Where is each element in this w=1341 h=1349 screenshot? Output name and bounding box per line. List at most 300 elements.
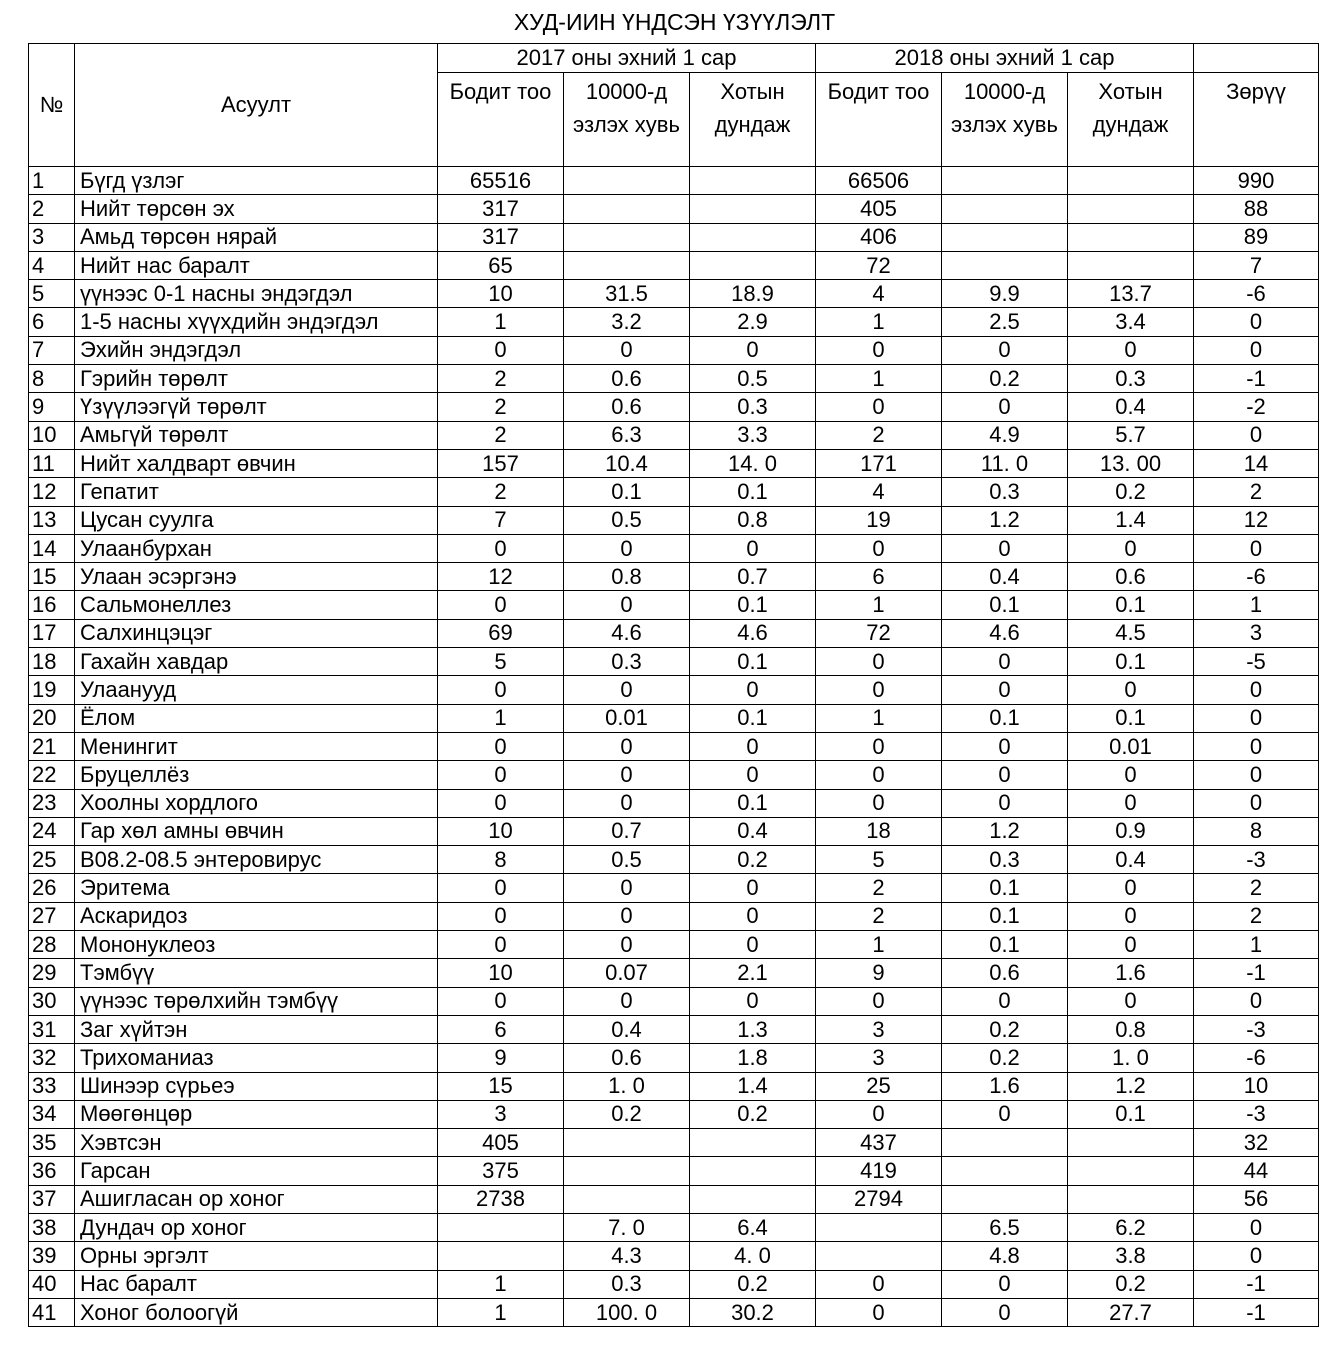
per10000-2018-cell: 0.2 xyxy=(942,1015,1068,1043)
header-difference: Зөрүү xyxy=(1194,73,1319,167)
city-avg-2017-cell: 0.1 xyxy=(690,591,816,619)
actual-2018-cell: 0 xyxy=(816,534,942,562)
difference-cell: 3 xyxy=(1194,619,1319,647)
per10000-2018-cell: 0 xyxy=(942,676,1068,704)
city-avg-2018-cell: 1.4 xyxy=(1068,506,1194,534)
difference-cell: 1 xyxy=(1194,591,1319,619)
city-avg-2017-cell xyxy=(690,1157,816,1185)
question-cell: Ашигласан ор хоног xyxy=(75,1185,438,1213)
difference-cell: -1 xyxy=(1194,1298,1319,1326)
per10000-2017-cell: 4.6 xyxy=(564,619,690,647)
per10000-2017-cell: 6.3 xyxy=(564,421,690,449)
actual-2017-cell: 0 xyxy=(438,336,564,364)
row-number-cell: 40 xyxy=(29,1270,75,1298)
per10000-2018-cell: 0 xyxy=(942,761,1068,789)
question-cell: Шинээр сүрьеэ xyxy=(75,1072,438,1100)
per10000-2018-cell: 1.6 xyxy=(942,1072,1068,1100)
table-row xyxy=(29,1015,1319,1043)
table-row xyxy=(29,874,1319,902)
per10000-2018-cell: 0 xyxy=(942,534,1068,562)
per10000-2017-cell: 10.4 xyxy=(564,449,690,477)
difference-cell: 10 xyxy=(1194,1072,1319,1100)
city-avg-2018-cell: 4.5 xyxy=(1068,619,1194,647)
per10000-2018-cell: 4.6 xyxy=(942,619,1068,647)
city-avg-2017-cell: 0 xyxy=(690,732,816,760)
table-row xyxy=(29,449,1319,477)
per10000-2017-cell: 0.8 xyxy=(564,563,690,591)
city-avg-2018-cell: 0 xyxy=(1068,761,1194,789)
difference-cell: 0 xyxy=(1194,789,1319,817)
actual-2018-cell: 0 xyxy=(816,676,942,704)
question-cell: Гарсан xyxy=(75,1157,438,1185)
city-avg-2018-cell: 3.8 xyxy=(1068,1242,1194,1270)
row-number-cell: 4 xyxy=(29,251,75,279)
city-avg-2018-cell: 0.4 xyxy=(1068,393,1194,421)
city-avg-2017-cell: 4.6 xyxy=(690,619,816,647)
row-number-cell: 18 xyxy=(29,648,75,676)
per10000-2018-cell xyxy=(942,1185,1068,1213)
city-avg-2018-cell: 3.4 xyxy=(1068,308,1194,336)
actual-2018-cell: 0 xyxy=(816,987,942,1015)
table-row xyxy=(29,478,1319,506)
city-avg-2017-cell: 0 xyxy=(690,931,816,959)
question-cell: Мөөгөнцөр xyxy=(75,1100,438,1128)
table-row xyxy=(29,676,1319,704)
table-row xyxy=(29,167,1319,195)
actual-2018-cell: 437 xyxy=(816,1129,942,1157)
city-avg-2017-cell: 14. 0 xyxy=(690,449,816,477)
difference-cell: 0 xyxy=(1194,761,1319,789)
actual-2017-cell: 317 xyxy=(438,223,564,251)
table-row xyxy=(29,817,1319,845)
row-number-cell: 13 xyxy=(29,506,75,534)
per10000-2017-cell: 0.07 xyxy=(564,959,690,987)
question-cell: Гар хөл амны өвчин xyxy=(75,817,438,845)
city-avg-2018-cell: 0.1 xyxy=(1068,1100,1194,1128)
city-avg-2018-cell: 1.2 xyxy=(1068,1072,1194,1100)
question-cell: Амьд төрсөн нярай xyxy=(75,223,438,251)
actual-2017-cell: 1 xyxy=(438,1270,564,1298)
actual-2018-cell: 18 xyxy=(816,817,942,845)
question-cell: Ёлом xyxy=(75,704,438,732)
question-cell: Улаанууд xyxy=(75,676,438,704)
per10000-2017-cell: 0 xyxy=(564,732,690,760)
difference-cell: 89 xyxy=(1194,223,1319,251)
city-avg-2018-cell: 0 xyxy=(1068,789,1194,817)
per10000-2018-cell: 0.2 xyxy=(942,1044,1068,1072)
actual-2017-cell: 0 xyxy=(438,789,564,817)
difference-cell: 14 xyxy=(1194,449,1319,477)
city-avg-2017-cell: 0 xyxy=(690,676,816,704)
difference-cell: -3 xyxy=(1194,1015,1319,1043)
actual-2018-cell: 4 xyxy=(816,280,942,308)
actual-2018-cell: 0 xyxy=(816,336,942,364)
table-row xyxy=(29,1242,1319,1270)
city-avg-2018-cell: 13.7 xyxy=(1068,280,1194,308)
table-row xyxy=(29,704,1319,732)
actual-2017-cell: 7 xyxy=(438,506,564,534)
question-cell: Эхийн эндэгдэл xyxy=(75,336,438,364)
table-row xyxy=(29,421,1319,449)
per10000-2018-cell: 9.9 xyxy=(942,280,1068,308)
city-avg-2017-cell: 0 xyxy=(690,987,816,1015)
city-avg-2018-cell: 5.7 xyxy=(1068,421,1194,449)
actual-2018-cell: 3 xyxy=(816,1015,942,1043)
actual-2018-cell: 419 xyxy=(816,1157,942,1185)
actual-2017-cell: 2 xyxy=(438,365,564,393)
city-avg-2018-cell xyxy=(1068,195,1194,223)
per10000-2017-cell: 4.3 xyxy=(564,1242,690,1270)
city-avg-2017-cell xyxy=(690,195,816,223)
indicators-table xyxy=(28,43,1319,1327)
city-avg-2018-cell: 0.3 xyxy=(1068,365,1194,393)
per10000-2017-cell xyxy=(564,195,690,223)
city-avg-2018-cell: 0.1 xyxy=(1068,648,1194,676)
city-avg-2018-cell: 0 xyxy=(1068,336,1194,364)
row-number-cell: 12 xyxy=(29,478,75,506)
actual-2017-cell: 2738 xyxy=(438,1185,564,1213)
header-city-avg-2018: Хотын дундаж xyxy=(1068,73,1194,167)
difference-cell: 56 xyxy=(1194,1185,1319,1213)
per10000-2018-cell: 0 xyxy=(942,1100,1068,1128)
table-row xyxy=(29,1157,1319,1185)
difference-cell: 1 xyxy=(1194,931,1319,959)
difference-cell: 0 xyxy=(1194,676,1319,704)
table-row xyxy=(29,732,1319,760)
actual-2017-cell: 15 xyxy=(438,1072,564,1100)
question-cell: 1-5 насны хүүхдийн эндэгдэл xyxy=(75,308,438,336)
row-number-cell: 38 xyxy=(29,1213,75,1241)
city-avg-2017-cell: 6.4 xyxy=(690,1213,816,1241)
actual-2017-cell: 405 xyxy=(438,1129,564,1157)
actual-2017-cell: 0 xyxy=(438,931,564,959)
header-actual-2018: Бодит тоо xyxy=(816,73,942,167)
difference-cell: 0 xyxy=(1194,732,1319,760)
table-row xyxy=(29,1100,1319,1128)
city-avg-2017-cell: 0.1 xyxy=(690,478,816,506)
row-number-cell: 6 xyxy=(29,308,75,336)
actual-2017-cell: 375 xyxy=(438,1157,564,1185)
per10000-2017-cell: 0 xyxy=(564,761,690,789)
per10000-2018-cell: 0.2 xyxy=(942,365,1068,393)
actual-2018-cell: 3 xyxy=(816,1044,942,1072)
actual-2017-cell: 10 xyxy=(438,280,564,308)
header-question: Асуулт xyxy=(75,44,438,167)
row-number-cell: 23 xyxy=(29,789,75,817)
actual-2017-cell: 2 xyxy=(438,393,564,421)
actual-2017-cell: 0 xyxy=(438,534,564,562)
row-number-cell: 36 xyxy=(29,1157,75,1185)
difference-cell: -3 xyxy=(1194,1100,1319,1128)
difference-cell: 2 xyxy=(1194,902,1319,930)
actual-2017-cell: 3 xyxy=(438,1100,564,1128)
city-avg-2018-cell: 0.9 xyxy=(1068,817,1194,845)
page-title: ХУД-ИИН ҮНДСЭН ҮЗҮҮЛЭЛТ xyxy=(513,9,836,35)
difference-cell: 8 xyxy=(1194,817,1319,845)
question-cell: Цусан суулга xyxy=(75,506,438,534)
per10000-2018-cell xyxy=(942,251,1068,279)
actual-2017-cell: 0 xyxy=(438,732,564,760)
actual-2017-cell: 0 xyxy=(438,902,564,930)
city-avg-2018-cell: 0 xyxy=(1068,987,1194,1015)
city-avg-2017-cell: 0.1 xyxy=(690,704,816,732)
city-avg-2017-cell: 0.2 xyxy=(690,1270,816,1298)
question-cell: Мононуклеоз xyxy=(75,931,438,959)
row-number-cell: 37 xyxy=(29,1185,75,1213)
city-avg-2017-cell xyxy=(690,1129,816,1157)
per10000-2018-cell: 0.1 xyxy=(942,902,1068,930)
per10000-2018-cell: 0.3 xyxy=(942,846,1068,874)
actual-2017-cell: 65516 xyxy=(438,167,564,195)
per10000-2018-cell: 2.5 xyxy=(942,308,1068,336)
table-row xyxy=(29,563,1319,591)
city-avg-2018-cell: 0.1 xyxy=(1068,591,1194,619)
city-avg-2018-cell xyxy=(1068,251,1194,279)
question-cell: Орны эргэлт xyxy=(75,1242,438,1270)
city-avg-2018-cell xyxy=(1068,1129,1194,1157)
per10000-2018-cell: 0.3 xyxy=(942,478,1068,506)
actual-2017-cell: 1 xyxy=(438,704,564,732)
per10000-2017-cell: 0.3 xyxy=(564,1270,690,1298)
question-cell: Улаанбурхан xyxy=(75,534,438,562)
per10000-2017-cell: 0.7 xyxy=(564,817,690,845)
difference-cell: 12 xyxy=(1194,506,1319,534)
row-number-cell: 9 xyxy=(29,393,75,421)
difference-cell: 0 xyxy=(1194,421,1319,449)
table-row xyxy=(29,846,1319,874)
row-number-cell: 30 xyxy=(29,987,75,1015)
per10000-2018-cell: 0.1 xyxy=(942,874,1068,902)
city-avg-2018-cell xyxy=(1068,223,1194,251)
per10000-2018-cell: 4.9 xyxy=(942,421,1068,449)
difference-cell: -3 xyxy=(1194,846,1319,874)
per10000-2017-cell: 0 xyxy=(564,902,690,930)
per10000-2018-cell: 4.8 xyxy=(942,1242,1068,1270)
table-row xyxy=(29,251,1319,279)
per10000-2017-cell: 0 xyxy=(564,987,690,1015)
actual-2018-cell: 1 xyxy=(816,704,942,732)
city-avg-2018-cell: 1. 0 xyxy=(1068,1044,1194,1072)
per10000-2017-cell xyxy=(564,223,690,251)
header-per10000-2018: 10000-д эзлэх хувь xyxy=(942,73,1068,167)
question-cell: Нийт халдварт өвчин xyxy=(75,449,438,477)
actual-2018-cell: 0 xyxy=(816,732,942,760)
row-number-cell: 7 xyxy=(29,336,75,364)
per10000-2018-cell: 0.4 xyxy=(942,563,1068,591)
per10000-2017-cell: 0.2 xyxy=(564,1100,690,1128)
city-avg-2017-cell: 30.2 xyxy=(690,1298,816,1326)
actual-2017-cell: 1 xyxy=(438,308,564,336)
question-cell: Нийт нас баралт xyxy=(75,251,438,279)
city-avg-2018-cell: 0 xyxy=(1068,676,1194,704)
city-avg-2017-cell xyxy=(690,223,816,251)
table-row xyxy=(29,761,1319,789)
actual-2018-cell: 9 xyxy=(816,959,942,987)
actual-2018-cell: 2 xyxy=(816,902,942,930)
city-avg-2018-cell: 0.01 xyxy=(1068,732,1194,760)
actual-2018-cell: 1 xyxy=(816,931,942,959)
question-cell: Менингит xyxy=(75,732,438,760)
actual-2017-cell: 1 xyxy=(438,1298,564,1326)
difference-cell: 0 xyxy=(1194,1213,1319,1241)
difference-cell: 0 xyxy=(1194,704,1319,732)
per10000-2017-cell: 0 xyxy=(564,591,690,619)
city-avg-2018-cell: 0.8 xyxy=(1068,1015,1194,1043)
city-avg-2017-cell: 0.4 xyxy=(690,817,816,845)
city-avg-2017-cell xyxy=(690,251,816,279)
table-row xyxy=(29,648,1319,676)
difference-cell: -5 xyxy=(1194,648,1319,676)
question-cell: Нийт төрсөн эх xyxy=(75,195,438,223)
actual-2017-cell: 5 xyxy=(438,648,564,676)
city-avg-2017-cell: 0 xyxy=(690,336,816,364)
city-avg-2017-cell: 1.3 xyxy=(690,1015,816,1043)
actual-2018-cell: 0 xyxy=(816,761,942,789)
table-row xyxy=(29,1044,1319,1072)
row-number-cell: 22 xyxy=(29,761,75,789)
row-number-cell: 19 xyxy=(29,676,75,704)
actual-2017-cell xyxy=(438,1213,564,1241)
actual-2018-cell: 405 xyxy=(816,195,942,223)
city-avg-2018-cell: 0 xyxy=(1068,874,1194,902)
per10000-2017-cell: 0.3 xyxy=(564,648,690,676)
per10000-2017-cell: 0.01 xyxy=(564,704,690,732)
question-cell: үүнээс 0-1 насны эндэгдэл xyxy=(75,280,438,308)
actual-2018-cell: 6 xyxy=(816,563,942,591)
actual-2018-cell: 66506 xyxy=(816,167,942,195)
city-avg-2017-cell: 0.7 xyxy=(690,563,816,591)
table-row xyxy=(29,365,1319,393)
actual-2018-cell: 5 xyxy=(816,846,942,874)
per10000-2018-cell: 0.6 xyxy=(942,959,1068,987)
header-actual-2017: Бодит тоо xyxy=(438,73,564,167)
difference-cell: 2 xyxy=(1194,874,1319,902)
city-avg-2017-cell: 0.2 xyxy=(690,1100,816,1128)
city-avg-2018-cell xyxy=(1068,1185,1194,1213)
table-row xyxy=(29,902,1319,930)
per10000-2018-cell: 1.2 xyxy=(942,817,1068,845)
per10000-2018-cell: 0.1 xyxy=(942,591,1068,619)
city-avg-2017-cell: 0.1 xyxy=(690,648,816,676)
table-row xyxy=(29,1213,1319,1241)
table-row xyxy=(29,931,1319,959)
per10000-2017-cell: 0.1 xyxy=(564,478,690,506)
table-row xyxy=(29,280,1319,308)
city-avg-2017-cell: 0.5 xyxy=(690,365,816,393)
question-cell: Хоног болоогүй xyxy=(75,1298,438,1326)
row-number-cell: 28 xyxy=(29,931,75,959)
row-number-cell: 35 xyxy=(29,1129,75,1157)
row-number-cell: 34 xyxy=(29,1100,75,1128)
per10000-2017-cell xyxy=(564,1185,690,1213)
question-cell: Үзүүлээгүй төрөлт xyxy=(75,393,438,421)
actual-2017-cell: 12 xyxy=(438,563,564,591)
per10000-2018-cell: 0.1 xyxy=(942,931,1068,959)
row-number-cell: 31 xyxy=(29,1015,75,1043)
actual-2017-cell: 65 xyxy=(438,251,564,279)
question-cell: Тэмбүү xyxy=(75,959,438,987)
table-row xyxy=(29,1072,1319,1100)
table-row xyxy=(29,506,1319,534)
city-avg-2018-cell: 0 xyxy=(1068,534,1194,562)
per10000-2017-cell: 1. 0 xyxy=(564,1072,690,1100)
header-no: № xyxy=(29,44,75,167)
city-avg-2018-cell: 0.6 xyxy=(1068,563,1194,591)
per10000-2018-cell: 0 xyxy=(942,648,1068,676)
per10000-2017-cell xyxy=(564,1129,690,1157)
per10000-2018-cell: 1.2 xyxy=(942,506,1068,534)
row-number-cell: 3 xyxy=(29,223,75,251)
actual-2018-cell xyxy=(816,1213,942,1241)
row-number-cell: 29 xyxy=(29,959,75,987)
actual-2018-cell: 19 xyxy=(816,506,942,534)
per10000-2017-cell: 0 xyxy=(564,874,690,902)
per10000-2018-cell: 0 xyxy=(942,336,1068,364)
question-cell: Заг хүйтэн xyxy=(75,1015,438,1043)
difference-cell: -1 xyxy=(1194,1270,1319,1298)
per10000-2017-cell: 0.6 xyxy=(564,1044,690,1072)
row-number-cell: 32 xyxy=(29,1044,75,1072)
table-row xyxy=(29,591,1319,619)
per10000-2018-cell: 0 xyxy=(942,1298,1068,1326)
actual-2018-cell: 2794 xyxy=(816,1185,942,1213)
city-avg-2018-cell: 0.2 xyxy=(1068,478,1194,506)
city-avg-2017-cell: 0.8 xyxy=(690,506,816,534)
actual-2018-cell: 1 xyxy=(816,365,942,393)
per10000-2018-cell xyxy=(942,167,1068,195)
table-row xyxy=(29,336,1319,364)
actual-2017-cell: 9 xyxy=(438,1044,564,1072)
table-row xyxy=(29,223,1319,251)
header-year-2017: 2017 оны эхний 1 сар xyxy=(438,44,816,73)
city-avg-2018-cell: 0 xyxy=(1068,931,1194,959)
row-number-cell: 1 xyxy=(29,167,75,195)
actual-2018-cell: 406 xyxy=(816,223,942,251)
question-cell: Улаан эсэргэнэ xyxy=(75,563,438,591)
city-avg-2017-cell: 0.2 xyxy=(690,846,816,874)
actual-2018-cell: 0 xyxy=(816,1100,942,1128)
city-avg-2018-cell: 0.1 xyxy=(1068,704,1194,732)
table-body xyxy=(29,167,1319,1327)
question-cell: Гепатит xyxy=(75,478,438,506)
difference-cell: -2 xyxy=(1194,393,1319,421)
question-cell: Гэрийн төрөлт xyxy=(75,365,438,393)
row-number-cell: 11 xyxy=(29,449,75,477)
question-cell: Хоолны хордлого xyxy=(75,789,438,817)
row-number-cell: 24 xyxy=(29,817,75,845)
per10000-2017-cell: 0 xyxy=(564,676,690,704)
actual-2017-cell: 0 xyxy=(438,761,564,789)
difference-cell: 2 xyxy=(1194,478,1319,506)
question-cell: Салхинцэцэг xyxy=(75,619,438,647)
city-avg-2018-cell xyxy=(1068,167,1194,195)
actual-2017-cell: 10 xyxy=(438,959,564,987)
table-row xyxy=(29,1185,1319,1213)
actual-2017-cell: 317 xyxy=(438,195,564,223)
actual-2018-cell: 4 xyxy=(816,478,942,506)
per10000-2017-cell: 31.5 xyxy=(564,280,690,308)
city-avg-2017-cell: 0.1 xyxy=(690,789,816,817)
actual-2018-cell: 1 xyxy=(816,591,942,619)
actual-2017-cell: 0 xyxy=(438,591,564,619)
per10000-2018-cell xyxy=(942,1157,1068,1185)
actual-2017-cell: 2 xyxy=(438,478,564,506)
actual-2018-cell: 0 xyxy=(816,789,942,817)
actual-2017-cell: 157 xyxy=(438,449,564,477)
actual-2017-cell: 8 xyxy=(438,846,564,874)
city-avg-2018-cell: 13. 00 xyxy=(1068,449,1194,477)
row-number-cell: 16 xyxy=(29,591,75,619)
